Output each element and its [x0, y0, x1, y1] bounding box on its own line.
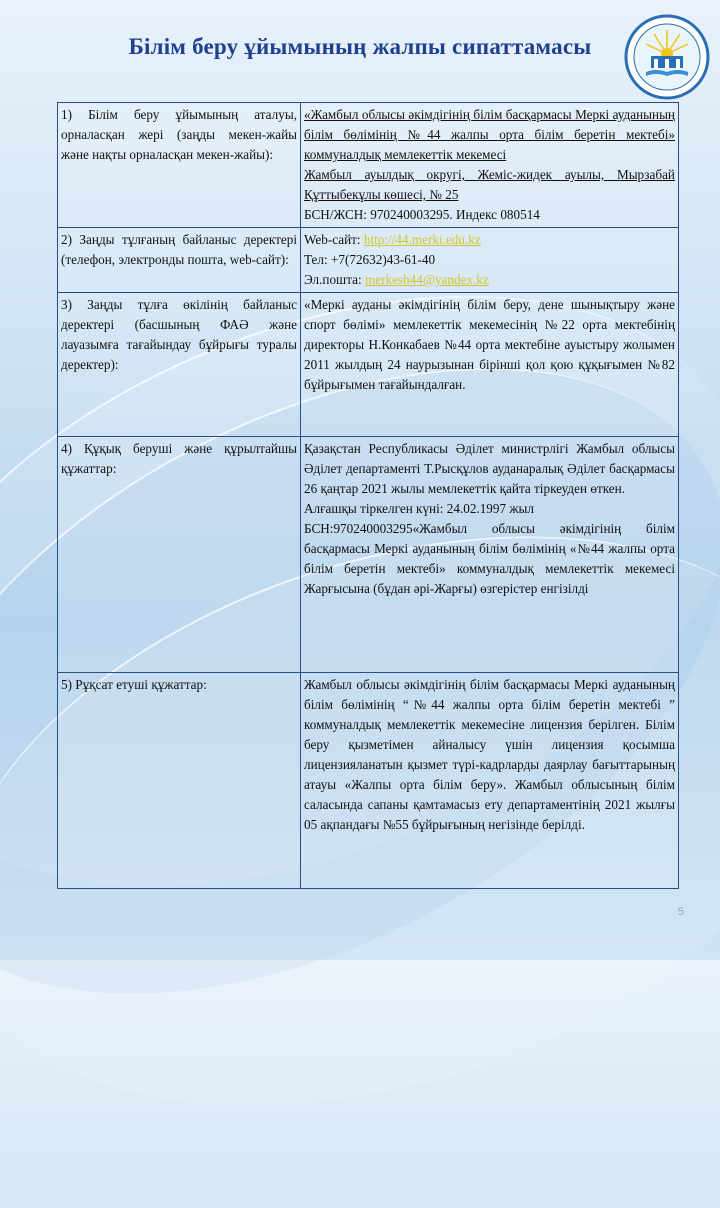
row-label: 2) Заңды тұлғаның байланыс деректері (телефон, электронды пошта, web-сайт): — [58, 228, 301, 293]
website-line — [304, 230, 675, 250]
table-row — [58, 103, 679, 228]
website-link[interactable]: http://44.merki.edu.kz — [363, 232, 481, 247]
table-row — [58, 437, 679, 673]
row-value — [301, 228, 679, 293]
row-label: 4) Құқық беруші және құрылтайшы құжаттар: — [58, 437, 301, 673]
website-prefix: Web-сайт: — [304, 232, 364, 247]
email-prefix: Эл.пошта: — [304, 272, 365, 287]
page-number: 5 — [677, 906, 684, 918]
email-line — [304, 270, 675, 290]
table-row — [58, 673, 679, 889]
phone-line: Тел: +7(72632)43-61-40 — [304, 252, 436, 267]
row-value: Жамбыл облысы әкімдігінің білім басқармасы Меркі ауданының білім бөлімінің “№44 жалпы орта білім беретін мектебі ” коммуналдық мемлекеттік мекемесіне лицензия берілген. Білім беру қызметімен айналысу үшін лицензия қосымша лицензияланатын қызмет түрі-кадрларды даярлау бағыттарының атауы «Жалпы орта білім беру». Жамбыл облысының білім саласында сапаны қамтамасыз ету департаментінің 2021 жылғы 05 ақпандағы №55 бұйрығының негізінде берілді. — [301, 673, 679, 889]
row-label: 1) Білім беру ұйымының аталуы, орналасқан жері (заңды мекен-жайы және нақты орналасқан мекен-жайы): — [58, 103, 301, 228]
row-value — [301, 103, 679, 228]
registration-text: Қазақстан Республикасы Әділет министрлігі Жамбыл облысы Әділет департаменті Т.Рысқұлов ауданаралық Әділет басқармасы 26 қаңтар 2021 жылы мемлекеттік қайта тіркеуден өткен. — [304, 441, 675, 496]
organization-address: Жамбыл ауылдық округі, Жеміс-жидек ауылы, Мырзабай Құттыбекұлы көшесі, № 25 — [304, 167, 675, 202]
charter-changes-text: БСН:970240003295«Жамбыл облысы әкімдігінің білім басқармасы Меркі ауданының білім бөлімінің «№44 жалпы орта білім беретін мектебі» коммуналдық мемлекеттік мекемесі Жарғысына (бұдан әрі-Жарғы) өзгерістер енгізілді — [304, 521, 675, 596]
organization-info-table — [57, 102, 679, 889]
row-value: «Меркі ауданы әкімдігінің білім беру, дене шынықтыру және спорт бөлімі» мемлекеттік мекемесінің №22 орта мектебінің директоры Н.Конкабаев №44 орта мектебіне ауыстыру жолымен 2011 жылдың 24 наурызынан бірінші қол қою құқығымен №82 бұйрығымен тағайындалған. — [301, 293, 679, 437]
row-label: 3) Заңды тұлға өкілінің байланыс деректері (басшының ФАӘ және лауазымға тағайындау бұйрығы туралы деректер): — [58, 293, 301, 437]
first-registration-date: Алғашқы тіркелген күні: 24.02.1997 жыл — [304, 501, 534, 516]
table-row — [58, 293, 679, 437]
page-title: Білім беру ұйымының жалпы сипаттамасы — [128, 34, 592, 59]
school-emblem-icon — [624, 14, 710, 100]
email-link[interactable]: merkesh44@yandex.kz — [364, 272, 489, 287]
organization-name: «Жамбыл облысы әкімдігінің білім басқармасы Меркі ауданының білім бөлімінің №44 жалпы орта білім беретін мектебі» коммуналдық мемлекеттік мекемесі — [304, 107, 675, 162]
row-label: 5) Рұқсат етуші құжаттар: — [58, 673, 301, 889]
row-value — [301, 437, 679, 673]
table-row — [58, 228, 679, 293]
organization-bin: БСН/ЖСН: 970240003295. Индекс 080514 — [304, 207, 540, 222]
